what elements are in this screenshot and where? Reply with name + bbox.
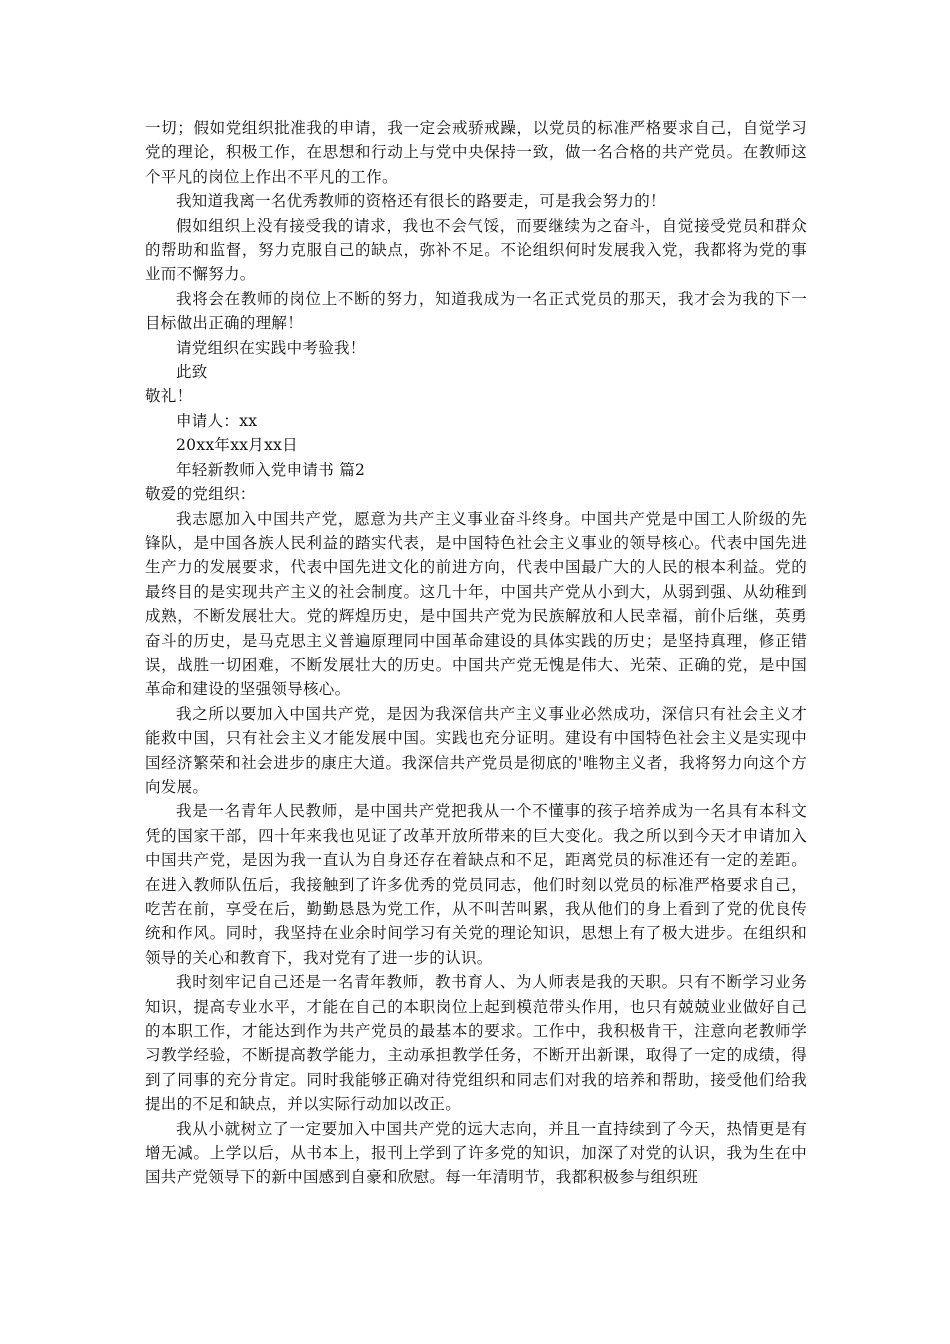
document-page — [145, 116, 807, 1190]
paragraph: 我时刻牢记自己还是一名青年教师，教书育人、为人师表是我的天职。只有不断学习业务知识，提高专业水平，才能在自己的本职岗位上起到模范带头作用，也只有兢兢业业做好自己的本职工作，才能达到作为共产党员的最基本的要求。工作中，我积极肯干，注意向老教师学习教学经验，不断提高教学能力，主动承担教学任务，不断开出新课，取得了一定的成绩，得到了同事的充分肯定。同时我能够正确对待党组织和同志们对我的培养和帮助，接受他们给我提出的不足和缺点，并以实际行动加以改正。 — [145, 973, 807, 1114]
paragraph: 我是一名青年人民教师，是中国共产党把我从一个不懂事的孩子培养成为一名具有本科文凭的国家干部，四十年来我也见证了改革开放所带来的巨大变化。我之所以到今天才申请加入中国共产党，是因为我一直认为自身还存在着缺点和不足，距离党员的标准还有一定的差距。在进入教师队伍后，我接触到了许多优秀的党员同志，他们时刻以党员的标准严格要求自己，吃苦在前，享受在后，勤勤恳恳为党工作，从不叫苦叫累，我从他们的身上看到了党的优良传统和作风。同时，我坚持在业余时间学习有关党的理论知识，思想上有了极大进步。在组织和领导的关心和教育下，我对党有了进一步的认识。 — [145, 802, 807, 967]
paragraph: 请党组织在实践中考验我！ — [176, 338, 366, 357]
paragraph: 我将会在教师的岗位上不断的努力，知道我成为一名正式党员的那天，我才会为我的下一目标做出正确的理解！ — [145, 289, 807, 333]
paragraph: 我志愿加入中国共产党，愿意为共产主义事业奋斗终身。中国共产党是中国工人阶级的先锋队，是中国各族人民利益的踏实代表，是中国特色社会主义事业的领导核心。代表中国先进生产力的发展要求，代表中国先进文化的前进方向，代表中国最广大的人民的根本利益。党的最终目的是实现共产主义的社会制度。这几十年，中国共产党从小到大，从弱到强、从幼稚到成熟，不断发展壮大。党的辉煌历史，是中国共产党为民族解放和人民幸福，前仆后继，英勇奋斗的历史，是马克思主义普遍原理同中国革命建设的具体实践的历史；是坚持真理，修正错误，战胜一切困难，不断发展壮大的历史。中国共产党无愧是伟大、光荣、正确的党，是中国革命和建设的坚强领导核心。 — [145, 509, 807, 699]
closing-line: 此致 — [176, 363, 208, 382]
paragraph: 我从小就树立了一定要加入中国共产党的远大志向，并且一直持续到了今天，热情更是有增无减。上学以后，从书本上，报刊上学到了许多党的知识，加深了对党的认识，我为生在中国共产党领导下的新中国感到自豪和欣慰。每一年清明节，我都积极参与组织班 — [145, 1119, 807, 1187]
paragraph: 我之所以要加入中国共产党，是因为我深信共产主义事业必然成功，深信只有社会主义才能救中国，只有社会主义才能发展中国。实践也充分证明。建设有中国特色社会主义是实现中国经济繁荣和社会进步的康庄大道。我深信共产党员是彻底的'唯物主义者，我将努力向这个方向发展。 — [145, 704, 807, 796]
applicant-line: 申请人：xx — [176, 411, 258, 430]
greeting-line: 敬爱的党组织： — [145, 485, 256, 504]
paragraph: 假如组织上没有接受我的请求，我也不会气馁，而要继续为之奋斗，自觉接受党员和群众的帮助和监督，努力克服自己的缺点，弥补不足。不论组织何时发展我入党，我都将为党的事业而不懈努力。 — [145, 216, 807, 284]
salutation-line: 敬礼！ — [145, 387, 193, 406]
date-line: 20xx年xx月xx日 — [176, 436, 298, 455]
paragraph: 我知道我离一名优秀教师的资格还有很长的路要走，可是我会努力的！ — [176, 192, 666, 211]
paragraph-continuation: 一切；假如党组织批准我的申请，我一定会戒骄戒躁，以党员的标准严格要求自己，自觉学习党的理论，积极工作，在思想和行动上与党中央保持一致，做一名合格的共产党员。在教师这个平凡的岗位上作出不平凡的工作。 — [145, 119, 807, 186]
section-heading: 年轻新教师入党申请书 篇2 — [176, 460, 366, 479]
